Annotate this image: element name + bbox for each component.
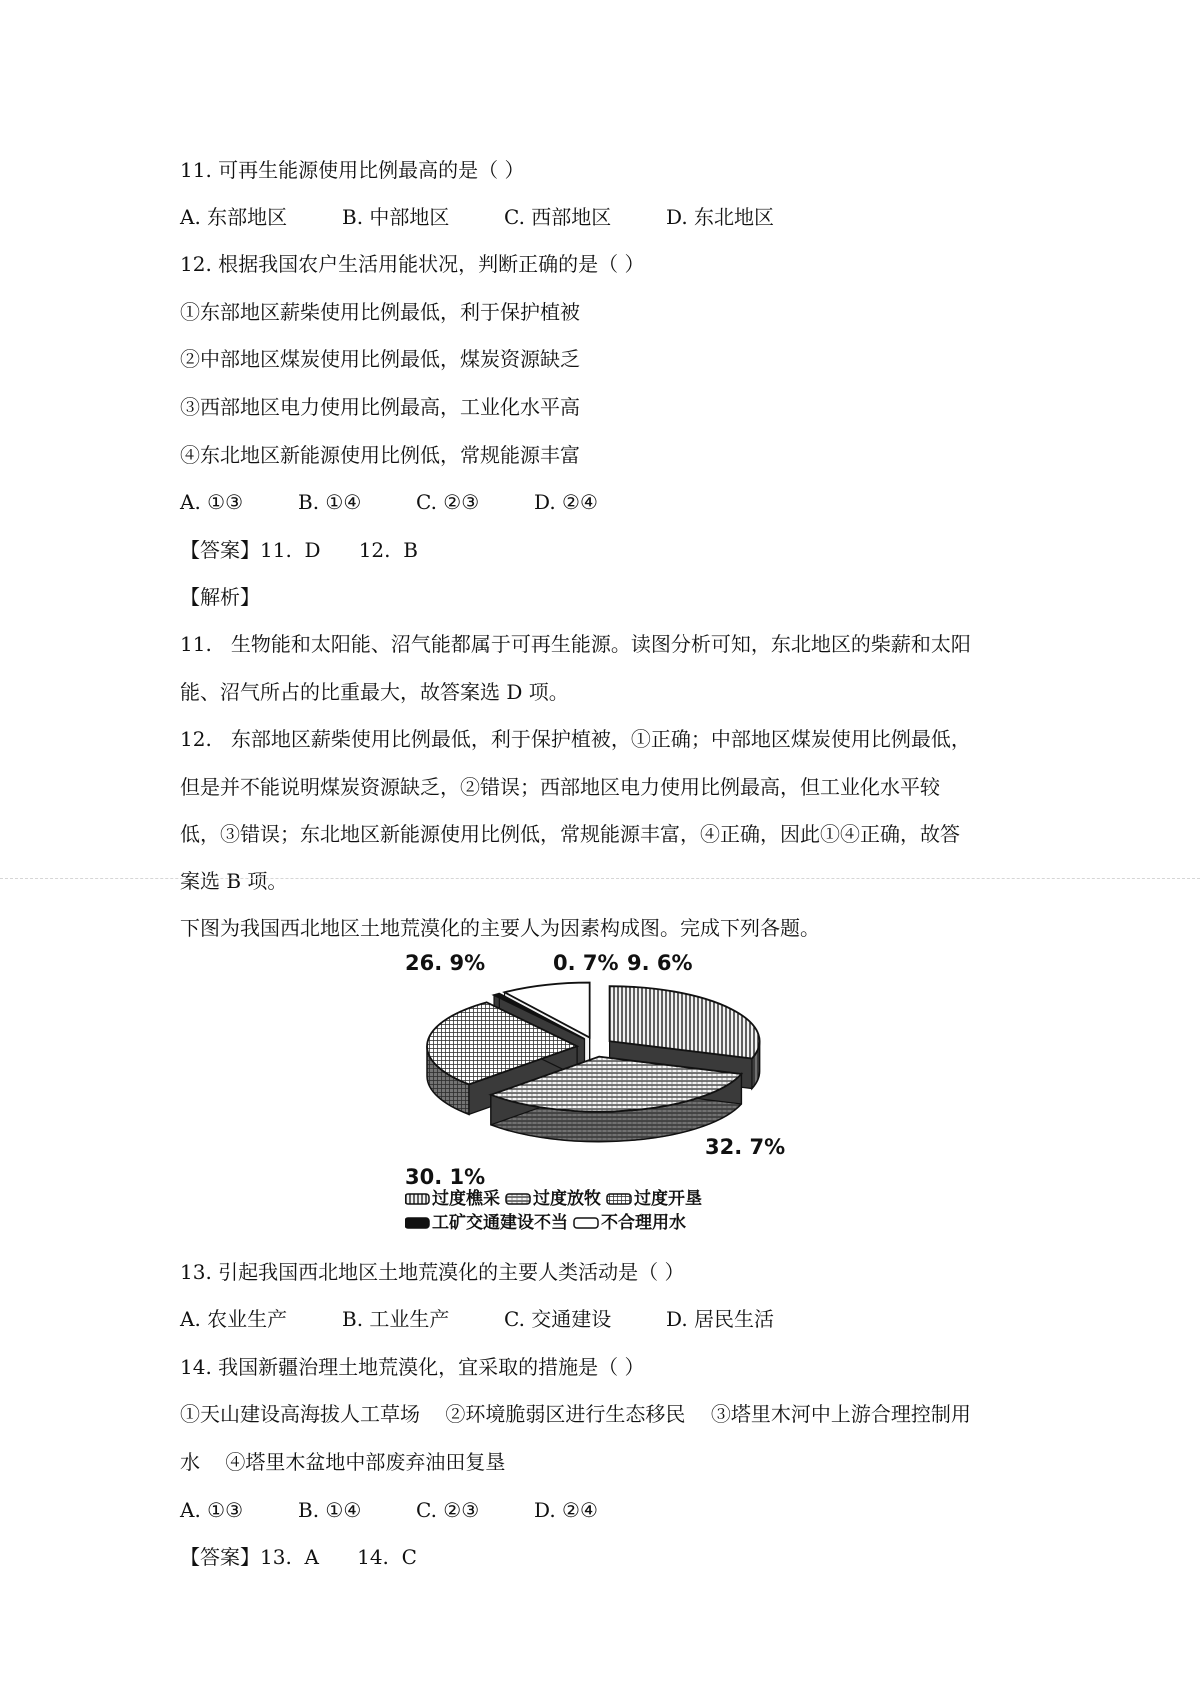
q12-option-b: B. ①④ xyxy=(298,490,362,514)
q12-options xyxy=(180,488,598,516)
q13-option-d: D. 居民生活 xyxy=(666,1307,775,1331)
q12-stem: 12. 根据我国农户生活用能状况，判断正确的是（ ） xyxy=(180,252,645,276)
pie-legend xyxy=(405,1188,702,1232)
legend-swatch-2 xyxy=(506,1194,530,1204)
q11-options xyxy=(180,203,774,231)
q13-options xyxy=(180,1305,774,1333)
q12-option-d: D. ②④ xyxy=(534,490,598,514)
q14-statements-line-1: ①天山建设高海拔人工草场 ②环境脆弱区进行生态移民 ③塔里木河中上游合理控制用 xyxy=(180,1402,971,1426)
legend-label-3: 过度开垦 xyxy=(634,1189,702,1209)
answer-label: 【答案】 xyxy=(180,538,260,562)
q12-statement-2: ②中部地区煤炭使用比例最低，煤炭资源缺乏 xyxy=(180,347,580,371)
q12-option-c: C. ②③ xyxy=(416,490,480,514)
answer-label: 【答案】 xyxy=(180,1545,260,1569)
legend-swatch-1 xyxy=(405,1194,429,1204)
analysis-line-1: 11. 生物能和太阳能、沼气能都属于可再生能源。读图分析可知，东北地区的柴薪和太阳 xyxy=(180,632,971,656)
legend-swatch-5 xyxy=(574,1218,598,1228)
q14-option-a: A. ①③ xyxy=(180,1498,244,1522)
legend-swatch-3 xyxy=(607,1194,631,1204)
pie-label-slice-3: 26. 9% xyxy=(405,952,486,975)
legend-label-5: 不合理用水 xyxy=(601,1213,686,1232)
answer-block-2 xyxy=(180,1543,417,1571)
q12-statement-1: ①东部地区薪柴使用比例最低，利于保护植被 xyxy=(180,300,580,324)
q14-option-c: C. ②③ xyxy=(416,1498,480,1522)
q11-option-c: C. 西部地区 xyxy=(504,205,612,229)
q11-option-d: D. 东北地区 xyxy=(666,205,775,229)
q11-option-a: A. 东部地区 xyxy=(180,205,288,229)
pie-label-slice-5: 9. 6% xyxy=(627,952,693,975)
q14-option-b: B. ①④ xyxy=(298,1498,362,1522)
answer-block-1 xyxy=(180,536,418,564)
pie-label-slice-2: 32. 7% xyxy=(705,1135,786,1159)
q12-statement-4: ④东北地区新能源使用比例低，常规能源丰富 xyxy=(180,443,580,467)
analysis-label: 【解析】 xyxy=(180,585,260,609)
legend-label-2: 过度放牧 xyxy=(533,1189,601,1209)
answer-text: 13. A 14. C xyxy=(260,1545,417,1569)
answer-text: 11. D 12. B xyxy=(260,538,418,562)
analysis-line-6: 案选 B 项。 xyxy=(180,869,288,893)
q12-option-a: A. ①③ xyxy=(180,490,244,514)
q14-option-d: D. ②④ xyxy=(534,1498,598,1522)
analysis-line-4: 但是并不能说明煤炭资源缺乏，②错误；西部地区电力使用比例最高，但工业化水平较 xyxy=(180,775,940,799)
pie-chart xyxy=(405,952,800,1232)
legend-swatch-4 xyxy=(405,1218,429,1228)
q11-stem: 11. 可再生能源使用比例最高的是（ ） xyxy=(180,158,525,182)
q13-option-a: A. 农业生产 xyxy=(180,1307,288,1331)
q11-option-b: B. 中部地区 xyxy=(342,205,450,229)
pie-label-slice-4: 0. 7% xyxy=(553,952,619,975)
analysis-line-5: 低，③错误；东北地区新能源使用比例低，常规能源丰富，④正确，因此①④正确，故答 xyxy=(180,822,960,846)
legend-label-1: 过度樵采 xyxy=(432,1189,500,1209)
q14-statements-line-2: 水 ④塔里木盆地中部废弃油田复垦 xyxy=(180,1450,506,1474)
analysis-line-2: 能、沼气所占的比重最大，故答案选 D 项。 xyxy=(180,680,569,704)
q14-stem: 14. 我国新疆治理土地荒漠化，宜采取的措施是（ ） xyxy=(180,1355,645,1379)
legend-label-4: 工矿交通建设不当 xyxy=(432,1213,568,1232)
q12-statement-3: ③西部地区电力使用比例最高，工业化水平高 xyxy=(180,395,580,419)
pie-label-slice-1: 30. 1% xyxy=(405,1165,486,1189)
section-divider xyxy=(0,878,1200,879)
q13-option-b: B. 工业生产 xyxy=(342,1307,450,1331)
q13-option-c: C. 交通建设 xyxy=(504,1307,612,1331)
q14-options xyxy=(180,1496,598,1524)
analysis-line-3: 12. 东部地区薪柴使用比例最低，利于保护植被，①正确；中部地区煤炭使用比例最低， xyxy=(180,727,971,751)
figure-intro: 下图为我国西北地区土地荒漠化的主要人为因素构成图。完成下列各题。 xyxy=(180,916,820,940)
pie-chart-figure xyxy=(405,952,800,1232)
q13-stem: 13. 引起我国西北地区土地荒漠化的主要人类活动是（ ） xyxy=(180,1260,685,1284)
